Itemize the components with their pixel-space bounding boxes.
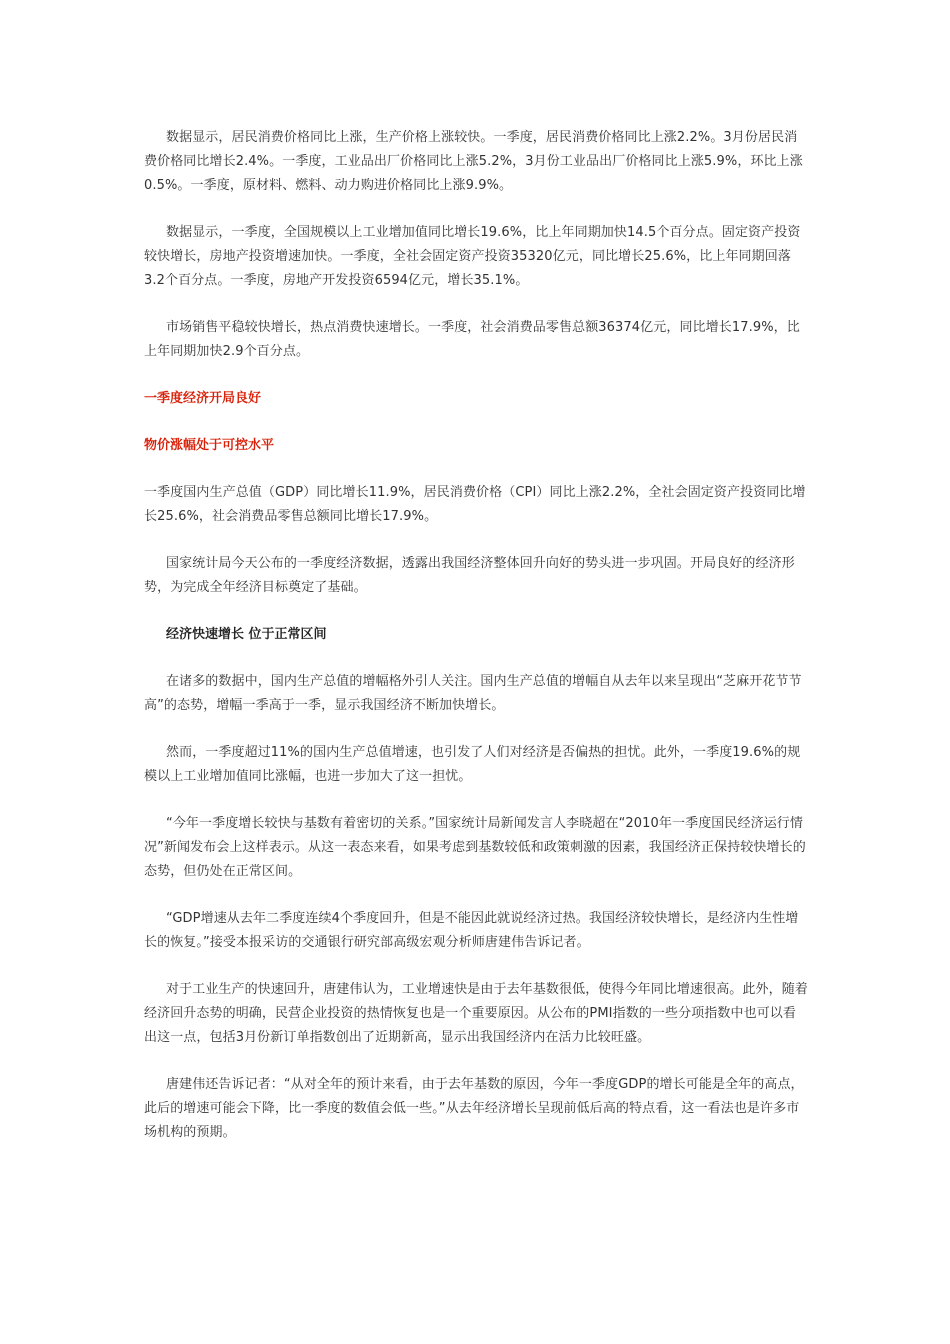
paragraph-gdp-growth: 在诸多的数据中，国内生产总值的增幅格外引人关注。国内生产总值的增幅自从去年以来呈现出“芝麻开花节节高”的态势，增幅一季高于一季，显示我国经济不断加快增长。 xyxy=(144,674,802,713)
headline-main: 一季度经济开局良好 xyxy=(144,391,262,406)
paragraph-industry-data: 数据显示，一季度，全国规模以上工业增加值同比增长19.6%，比上年同期加快14.5个百分点。固定资产投资较快增长，房地产投资增速加快。一季度，全社会固定资产投资35320亿元，同比增长25.6%，比上年同期回落3.2个百分点。一季度，房地产开发投资6594亿元，增长35.1%。 xyxy=(144,225,801,288)
section-heading: 经济快速增长 位于正常区间 xyxy=(166,627,327,642)
article-body xyxy=(144,126,808,1168)
paragraph-retail-data: 市场销售平稳较快增长，热点消费快速增长。一季度，社会消费品零售总额36374亿元，同比增长17.9%，比上年同期加快2.9个百分点。 xyxy=(144,320,800,359)
paragraph-spokesman-quote: “今年一季度增长较快与基数有着密切的关系。”国家统计局新闻发言人李晓超在“2010年一季度国民经济运行情况”新闻发布会上这样表示。从这一表态来看，如果考虑到基数较低和政策刺激的因素，我国经济正保持较快增长的态势，但仍处在正常区间。 xyxy=(144,816,806,879)
paragraph-industry-analysis: 对于工业生产的快速回升，唐建伟认为，工业增速快是由于去年基数很低，使得今年同比增速很高。此外，随着经济回升态势的明确，民营企业投资的热情恢复也是一个重要原因。从公布的PMI指数的一些分项指数中也可以看出这一点，包括3月份新订单指数创出了近期新高，显示出我国经济内在活力比较旺盛。 xyxy=(144,982,808,1045)
paragraph-intro: 国家统计局今天公布的一季度经济数据，透露出我国经济整体回升向好的势头进一步巩固。开局良好的经济形势，为完成全年经济目标奠定了基础。 xyxy=(144,556,795,595)
paragraph-price-data: 数据显示，居民消费价格同比上涨，生产价格上涨较快。一季度，居民消费价格同比上涨2.2%。3月份居民消费价格同比增长2.4%。一季度，工业品出厂价格同比上涨5.2%，3月份工业品出厂价格同比上涨5.9%，环比上涨0.5%。一季度，原材料、燃料、动力购进价格同比上涨9.9%。 xyxy=(144,130,803,193)
paragraph-summary: 一季度国内生产总值（GDP）同比增长11.9%，居民消费价格（CPI）同比上涨2.2%，全社会固定资产投资同比增长25.6%，社会消费品零售总额同比增长17.9%。 xyxy=(144,485,806,524)
paragraph-forecast: 唐建伟还告诉记者：“从对全年的预计来看，由于去年基数的原因，今年一季度GDP的增长可能是全年的高点，此后的增速可能会下降，比一季度的数值会低一些。”从去年经济增长呈现前低后高的特点看，这一看法也是许多市场机构的预期。 xyxy=(144,1077,804,1140)
headline-sub: 物价涨幅处于可控水平 xyxy=(144,438,275,453)
paragraph-analyst-quote: “GDP增速从去年二季度连续4个季度回升，但是不能因此就说经济过热。我国经济较快增长，是经济内生性增长的恢复。”接受本报采访的交通银行研究部高级宏观分析师唐建伟告诉记者。 xyxy=(144,911,799,950)
paragraph-overheat-concern: 然而，一季度超过11%的国内生产总值增速，也引发了人们对经济是否偏热的担忧。此外，一季度19.6%的规模以上工业增加值同比涨幅，也进一步加大了这一担忧。 xyxy=(144,745,801,784)
